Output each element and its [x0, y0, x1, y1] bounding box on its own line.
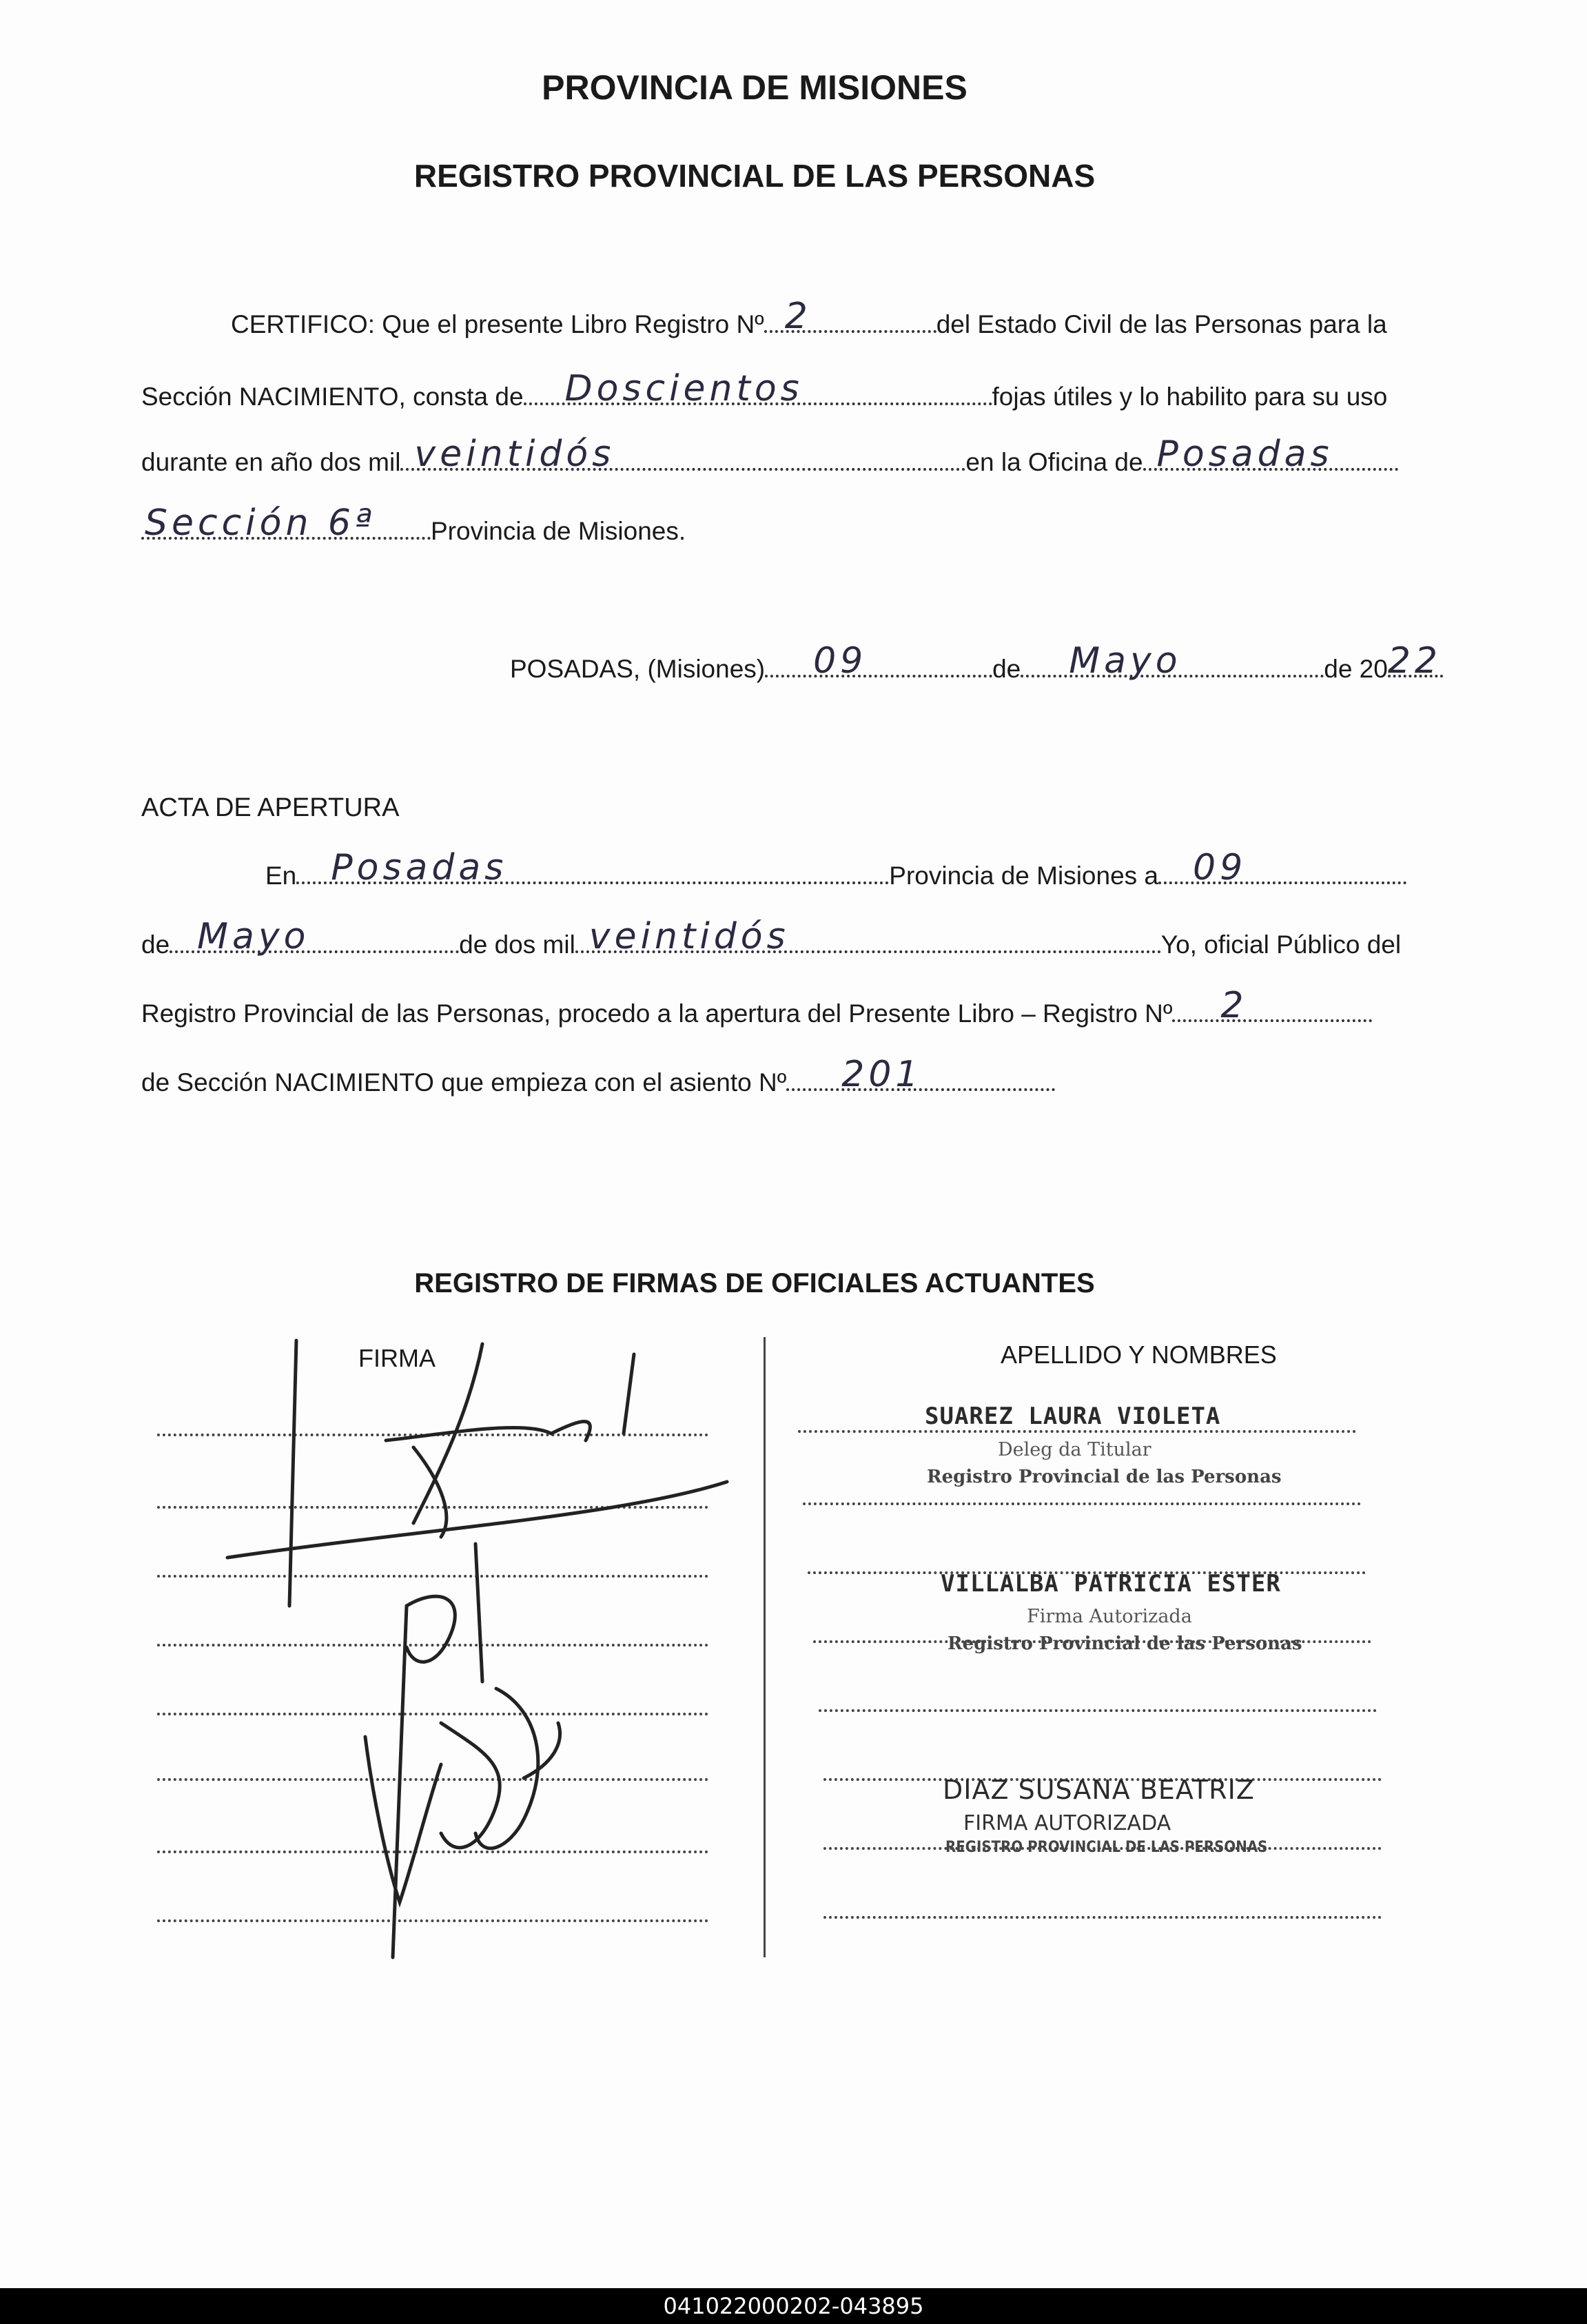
stamp-org-1: Registro Provincial de las Personas [927, 1467, 1282, 1487]
handwritten-year-words: veintidós [414, 434, 615, 475]
signature-3 [365, 1689, 560, 1902]
handwritten-acta-book: 2 [1220, 985, 1248, 1026]
date-place: POSADAS, (Misiones) [510, 655, 766, 683]
acta-text: Registro Provincial de las Personas, procedo a la apertura del Presente Libro – Registro Nº [141, 999, 1173, 1028]
handwritten-day: 09 [813, 640, 868, 682]
stamp-org-2: Registro Provincial de las Personas [948, 1633, 1302, 1654]
handwritten-month: Mayo [1069, 640, 1182, 682]
acta-text: de Sección NACIMIENTO que empieza con el asiento Nº [141, 1068, 787, 1097]
certificate-text: Sección NACIMIENTO, consta de [141, 383, 524, 411]
acta-text: de [141, 930, 170, 959]
acta-title: ACTA DE APERTURA [141, 793, 400, 822]
handwritten-year: 22 [1387, 640, 1442, 682]
handwritten-section: Sección 6ª [145, 502, 376, 544]
handwritten-acta-month: Mayo [197, 916, 310, 957]
document-footer-id: 041022000202-043895 [0, 2288, 1587, 2324]
certificate-text: del Estado Civil de las Personas para la [936, 310, 1387, 338]
signatures-title: REGISTRO DE FIRMAS DE OFICIALES ACTUANTES [414, 1268, 1095, 1298]
certificate-text: en la Oficina de [965, 448, 1143, 476]
stamp-role-3: FIRMA AUTORIZADA [963, 1811, 1171, 1835]
document-title: PROVINCIA DE MISIONES [542, 68, 967, 107]
stamp-name-2: VILLALBA PATRICIA ESTER [941, 1570, 1281, 1598]
signature-2 [393, 1544, 482, 1957]
stamp-name-1: SUAREZ LAURA VIOLETA [925, 1403, 1221, 1430]
handwritten-book-number: 2 [784, 296, 812, 337]
certificate-text: durante en año dos mil [141, 448, 401, 476]
certificate-text: CERTIFICO: Que el presente Libro Registro Nº [231, 310, 764, 338]
handwritten-office: Posadas [1156, 434, 1333, 475]
stamp-org-3: REGISTRO PROVINCIAL DE LAS PERSONAS [945, 1839, 1268, 1856]
acta-text: Provincia de Misiones a [889, 862, 1159, 890]
stamp-name-3: DIAZ SUSANA BEATRIZ [943, 1775, 1255, 1805]
handwritten-entry-number: 201 [841, 1054, 923, 1095]
acta-text: de dos mil [459, 930, 575, 959]
acta-text: Yo, oficial Público del [1160, 930, 1402, 959]
date-text: de 20 [1324, 655, 1388, 683]
certificate-text: fojas útiles y lo habilito para su uso [992, 383, 1388, 411]
names-column-header: APELLIDO Y NOMBRES [1001, 1341, 1277, 1369]
handwritten-folio-count: Doscientos [564, 368, 803, 409]
handwritten-acta-day: 09 [1193, 847, 1247, 888]
certificate-text: Provincia de Misiones. [431, 517, 686, 545]
handwritten-place: Posadas [331, 847, 508, 888]
firma-column-header: FIRMA [358, 1344, 436, 1372]
acta-text: En [265, 862, 297, 890]
handwritten-acta-year: veintidós [588, 916, 790, 957]
stamp-role-1: Deleg da Titular [998, 1439, 1151, 1460]
date-text: de [992, 655, 1021, 683]
stamp-role-2: Firma Autorizada [1027, 1606, 1192, 1627]
document-subtitle: REGISTRO PROVINCIAL DE LAS PERSONAS [413, 158, 1096, 194]
